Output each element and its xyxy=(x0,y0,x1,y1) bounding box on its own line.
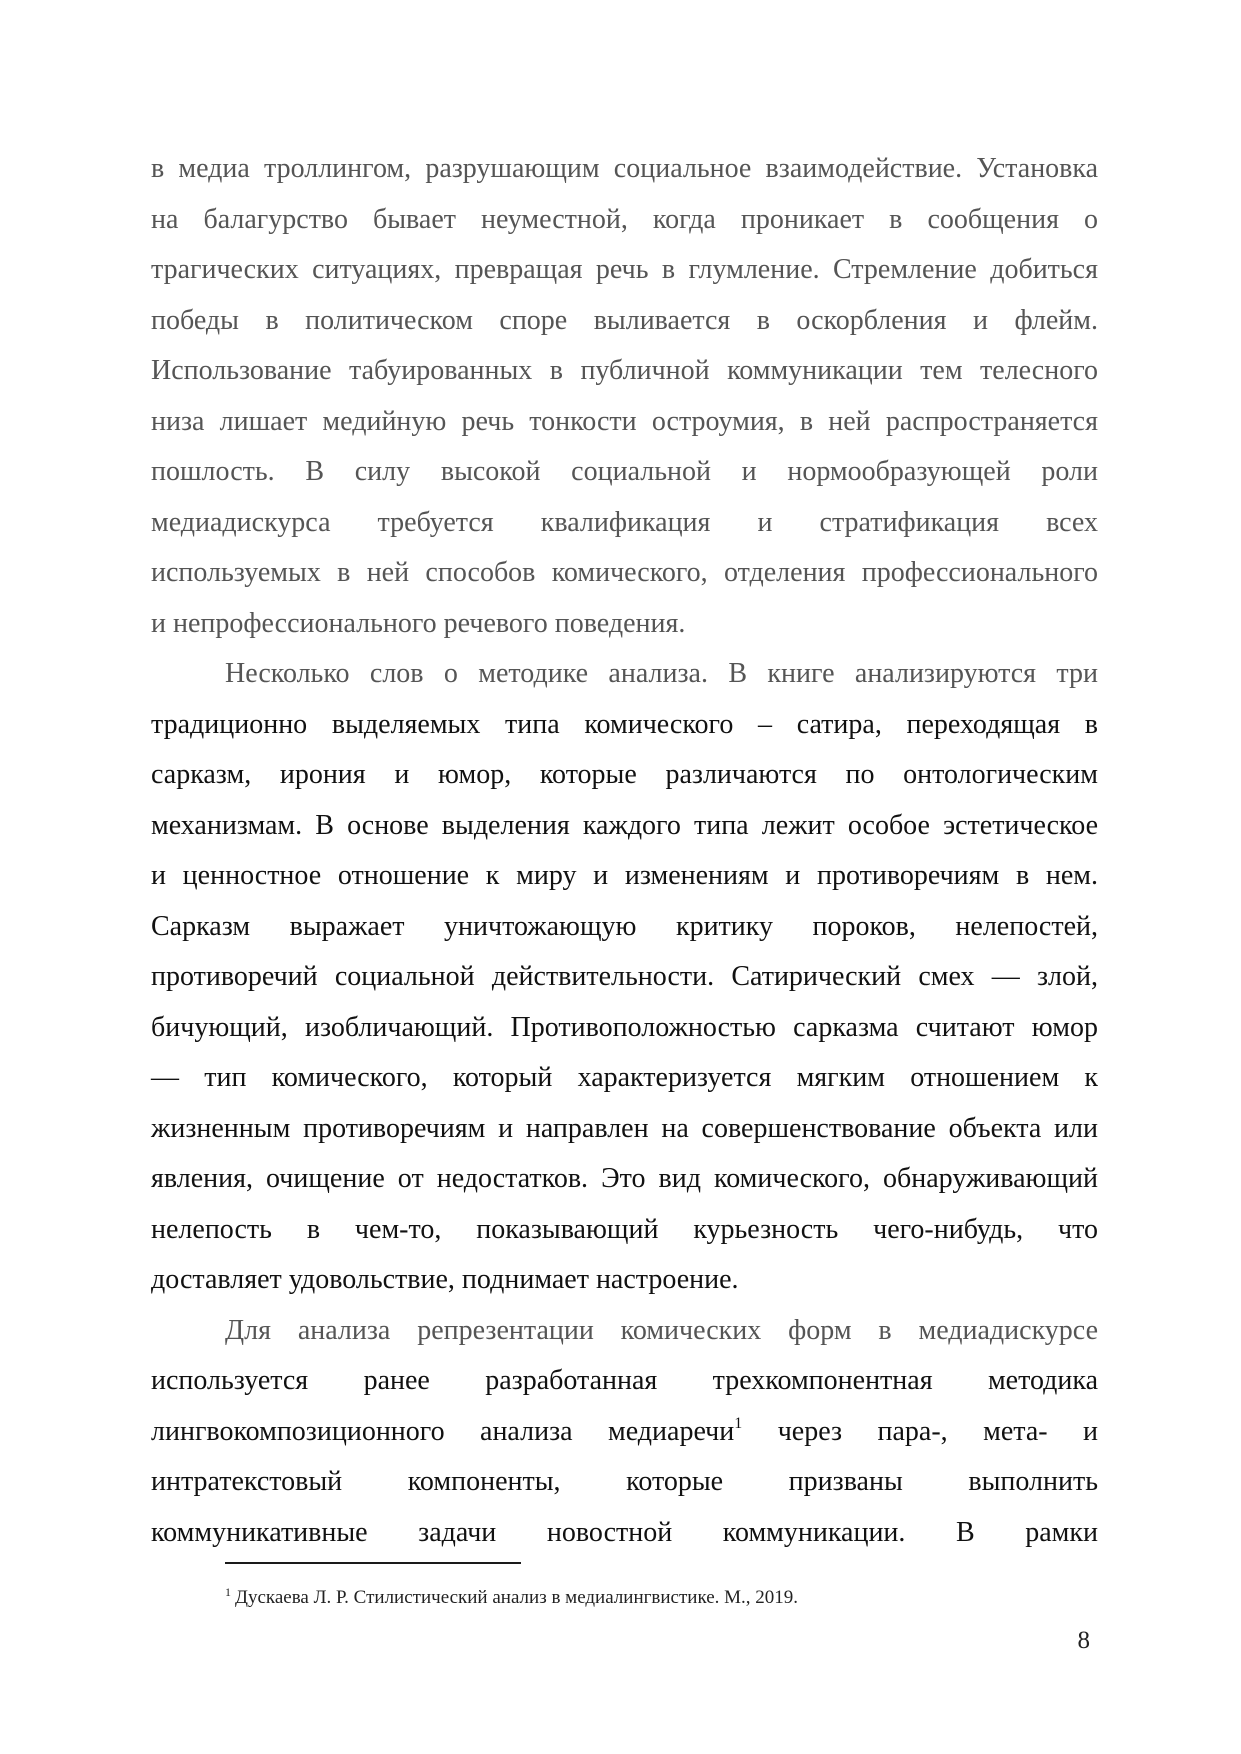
paragraph-2 xyxy=(151,649,1098,1306)
text-line: Использование табуированных в публичной коммуникации тем телесного xyxy=(151,355,1098,386)
text-line: на балагурство бывает неуместной, когда проникает в сообщения о xyxy=(151,203,1098,235)
text-line: и ценностное отношение к миру и изменениям и противоречиям в нем. xyxy=(151,860,1098,891)
footnote-text: Дускаева Л. Р. Стилистический анализ в медиалингвистике. М., 2019. xyxy=(235,1587,799,1608)
page-number: 8 xyxy=(1077,1627,1090,1654)
footnote xyxy=(225,1585,798,1611)
footnote-separator xyxy=(225,1562,521,1564)
text-line: и непрофессионального речевого поведения. xyxy=(151,607,686,639)
text-line: победы в политическом споре выливается в оскорбления и флейм. xyxy=(151,304,1098,336)
text-line: явления, очищение от недостатков. Это вид комического, обнаруживающий xyxy=(151,1163,1098,1194)
text-line xyxy=(151,1407,1098,1458)
text-line: низа лишает медийную речь тонкости остроумия, в ней распространяется xyxy=(151,405,1098,437)
text-line: бичующий, изобличающий. Противоположностью сарказма считают юмор xyxy=(151,1011,1098,1043)
body-text xyxy=(151,144,1098,1558)
text-line: нелепость в чем-то, показывающий курьезность чего-нибудь, что xyxy=(151,1213,1098,1245)
text-line: используется ранее разработанная трехкомпонентная методика xyxy=(151,1365,1098,1396)
text-line: сарказм, ирония и юмор, которые различаются по онтологическим xyxy=(151,759,1098,790)
text-line: используемых в ней способов комического, отделения профессионального xyxy=(151,557,1098,588)
text-line: Несколько слов о методике анализа. В книге анализируются три xyxy=(225,658,1098,689)
text-line: механизмам. В основе выделения каждого типа лежит особое эстетическое xyxy=(151,809,1098,841)
text-line: в медиа троллингом, разрушающим социальное взаимодействие. Установка xyxy=(151,153,1098,184)
text-line: пошлость. В силу высокой социальной и нормообразующей роли xyxy=(151,456,1098,487)
text-line: доставляет удовольствие, поднимает настроение. xyxy=(151,1264,739,1295)
text-fragment: через пара-, мета- и xyxy=(742,1415,1099,1447)
paragraph-3 xyxy=(151,1306,1098,1559)
text-line: Для анализа репрезентации комических форм в медиадискурсе xyxy=(225,1314,1098,1346)
text-line: коммуникативные задачи новостной коммуникации. В рамки xyxy=(151,1516,1098,1548)
text-line: Сарказм выражает уничтожающую критику пороков, нелепостей, xyxy=(151,910,1098,942)
text-line: — тип комического, который характеризуется мягким отношением к xyxy=(151,1062,1098,1093)
footnote-reference[interactable]: 1 xyxy=(734,1414,743,1432)
paragraph-1 xyxy=(151,144,1098,649)
text-line: противоречий социальной действительности. Сатирический смех — злой, xyxy=(151,961,1098,992)
footnote-marker: 1 xyxy=(225,1585,231,1599)
text-line: традиционно выделяемых типа комического – сатира, переходящая в xyxy=(151,708,1098,740)
text-fragment: лингвокомпозиционного анализа медиаречи xyxy=(151,1415,735,1447)
text-line: трагических ситуациях, превращая речь в глумление. Стремление добиться xyxy=(151,254,1098,285)
text-line: медиадискурса требуется квалификация и стратификация всех xyxy=(151,506,1098,538)
text-line: жизненным противоречиям и направлен на совершенствование объекта или xyxy=(151,1112,1098,1144)
text-line: интратекстовый компоненты, которые призваны выполнить xyxy=(151,1466,1098,1497)
